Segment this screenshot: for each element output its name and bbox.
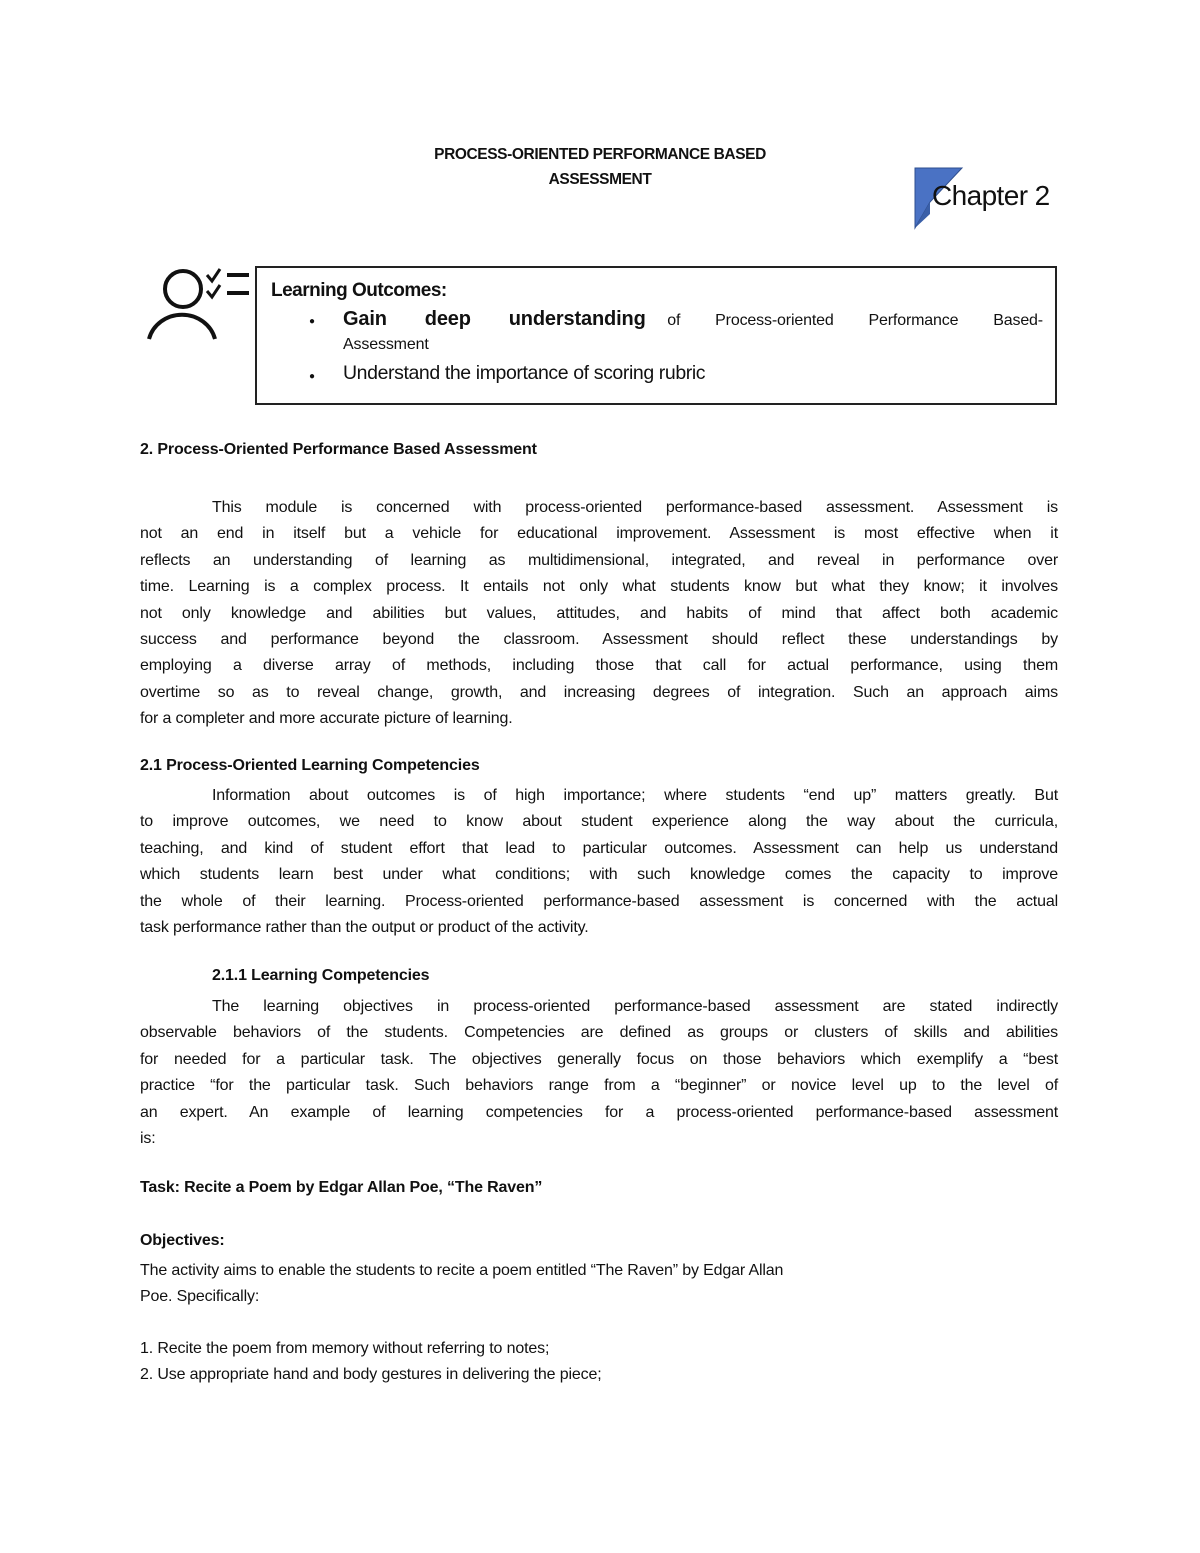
outcome-item-1-rest: of Process-oriented Performance Based- — [667, 312, 1043, 329]
paragraph-line: to improve outcomes, we need to know about student experience along the way about the curricula, — [140, 813, 1058, 831]
paragraph-line: reflects an understanding of learning as multidimensional, integrated, and reveal in performance over — [140, 551, 1058, 569]
outcome-item-1-bold: Gain deep understanding — [343, 308, 646, 330]
paragraph-line: which students learn best under what conditions; with such knowledge comes the capacity to improve — [140, 866, 1058, 884]
document-title-line1: PROCESS-ORIENTED PERFORMANCE BASED — [434, 146, 766, 163]
bullet-icon: ● — [309, 371, 315, 382]
paragraph-line: employing a diverse array of methods, including those that call for actual performance, using them — [140, 657, 1058, 675]
section-2-1-1-heading: 2.1.1 Learning Competencies — [212, 967, 430, 984]
paragraph-line: not only knowledge and abilities but values, attitudes, and habits of mind that affect both academic — [140, 604, 1058, 622]
document-title-line2: ASSESSMENT — [548, 171, 652, 188]
bullet-icon: ● — [309, 316, 315, 327]
chapter-badge — [912, 164, 1062, 230]
paragraph-line: overtime so as to reveal change, growth, and increasing degrees of integration. Such an approach aims — [140, 683, 1058, 701]
chapter-label: Chapter 2 — [932, 180, 1050, 211]
paragraph-line: for a completer and more accurate picture of learning. — [140, 710, 513, 728]
paragraph-line: teaching, and kind of student effort that lead to particular outcomes. Assessment can help us understand — [140, 839, 1058, 857]
outcome-item-1 — [343, 308, 1043, 354]
paragraph-line: Poe. Specifically: — [140, 1288, 260, 1306]
outcome-item-1-cont: Assessment — [343, 336, 429, 353]
section-2-1-heading: 2.1 Process-Oriented Learning Competencies — [140, 757, 480, 774]
objectives-list — [140, 1336, 1058, 1389]
learning-outcomes-heading: Learning Outcomes: — [271, 280, 447, 301]
objectives-intro — [140, 1258, 1058, 1311]
objectives-heading: Objectives: — [140, 1232, 225, 1249]
learning-outcomes-box — [255, 266, 1057, 405]
outcome-item-2: Understand the importance of scoring rubric — [343, 362, 706, 384]
paragraph-line: time. Learning is a complex process. It entails not only what students know but what they know; it involves — [140, 578, 1058, 596]
paragraph-line: task performance rather than the output or product of the activity. — [140, 918, 589, 936]
paragraph-line: is: — [140, 1129, 156, 1147]
paragraph-line: success and performance beyond the classroom. Assessment should reflect these understandings by — [140, 630, 1058, 648]
paragraph-line: not an end in itself but a vehicle for educational improvement. Assessment is most effective when it — [140, 525, 1058, 543]
section-2-heading: 2. Process-Oriented Performance Based Assessment — [140, 441, 537, 458]
objective-item: 2. Use appropriate hand and body gestures in delivering the piece; — [140, 1366, 602, 1384]
section-2-1-1-body — [140, 994, 1058, 1152]
paragraph-line: The activity aims to enable the students to recite a poem entitled “The Raven” by Edgar Allan — [140, 1262, 784, 1279]
task-heading: Task: Recite a Poem by Edgar Allan Poe, “The Raven” — [140, 1179, 543, 1196]
paragraph-line: This module is concerned with process-oriented performance-based assessment. Assessment is — [212, 499, 1058, 516]
paragraph-line: The learning objectives in process-oriented performance-based assessment are stated indirectly — [212, 998, 1058, 1015]
paragraph-line: observable behaviors of the students. Competencies are defined as groups or clusters of skills and abilities — [140, 1024, 1058, 1042]
paragraph-line: the whole of their learning. Process-oriented performance-based assessment is concerned with the actual — [140, 892, 1058, 910]
paragraph-line: practice “for the particular task. Such behaviors range from a “beginner” or novice level up to the level of — [140, 1077, 1058, 1095]
section-2-body — [140, 495, 1058, 733]
paragraph-line: an expert. An example of learning competencies for a process-oriented performance-based assessment — [140, 1103, 1058, 1121]
objective-item: 1. Recite the poem from memory without referring to notes; — [140, 1340, 550, 1357]
section-2-1-body — [140, 783, 1058, 941]
learner-checklist-icon — [145, 265, 253, 343]
paragraph-line: for needed for a particular task. The objectives generally focus on those behaviors which exemplify a “best — [140, 1050, 1058, 1068]
paragraph-line: Information about outcomes is of high importance; where students “end up” matters greatly. But — [212, 787, 1058, 804]
